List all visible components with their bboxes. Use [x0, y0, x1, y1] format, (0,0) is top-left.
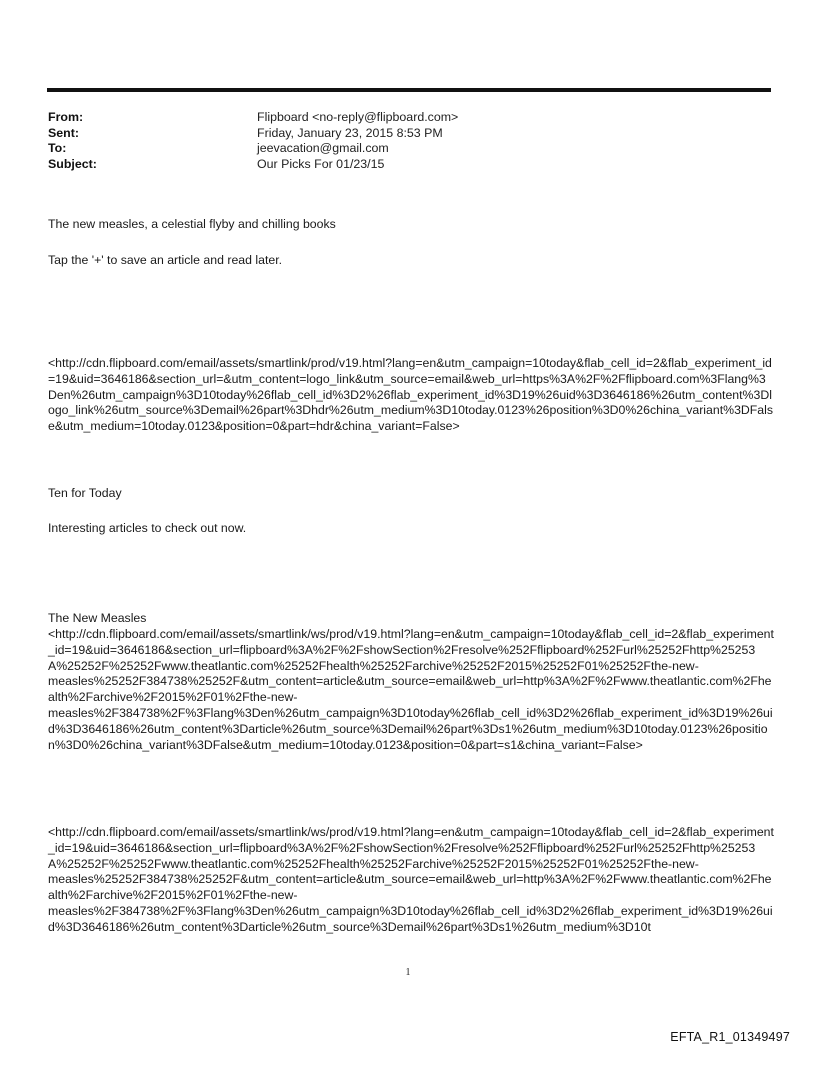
logo-link[interactable]: <http://cdn.flipboard.com/email/assets/smartlink/prod/v19.html?lang=en&utm_campaign=10today&flab_cell_id=2&flab_experiment_id=19&uid=3646186&section_url=&utm_content=logo_link&utm_source=email&web_url=https%3A%2F%2Fflipboard.com%3Flang%3Den%26utm_campaign%3D10today%26flab_cell_id%3D2%26flab_experiment_id%3D19%26uid%3D3646186%26utm_content%3Dlogo_link%26utm_source%3Demail%26part%3Dhdr%26utm_medium%3D10today.0123%26position%3D0%26china_variant%3DFalse&utm_medium=10today.0123&position=0&part=hdr&china_variant=False> — [48, 356, 774, 434]
from-label: From: — [48, 110, 84, 124]
article-link[interactable]: <http://cdn.flipboard.com/email/assets/smartlink/ws/prod/v19.html?lang=en&utm_campaign=10today&flab_cell_id=2&flab_experiment_id=19&uid=3646186&section_url=flipboard%3A%2F%2FshowSection%2Fresolve%252Fflipboard%252Furl%25252Fhttp%25253A%25252F%25252Fwww.theatlantic.com%25252Fhealth%25252Farchive%25252F2015%25252F01%25252Fthe-new- measles%25252F384738%25252F&utm_content=article&utm_source=email&web_url=http%3A%2F%2Fwww.theatlantic.com%2Fhealth%2Farchive%2F2015%2F01%2Fthe-new- measles%2F384738%2F%3Flang%3Den%26utm_campaign%3D10today%26flab_cell_id%3D2%26flab_experiment_id%3D19%26uid%3D3646186%26utm_content%3Darticle%26utm_source%3Demail%26part%3Ds1%26utm_medium%3D10today.0123%26position%3D0%26china_variant%3DFalse&utm_medium=10today.0123&position=0&part=s1&china_variant=False> — [48, 627, 774, 752]
subject-value: Our Picks For 01/23/15 — [257, 156, 385, 171]
to-value: jeevacation@gmail.com — [257, 141, 389, 156]
to-row — [48, 141, 458, 157]
sent-row — [48, 126, 458, 142]
sent-value: Friday, January 23, 2015 8:53 PM — [257, 125, 443, 140]
page-number: 1 — [405, 967, 411, 978]
email-headline: The new measles, a celestial flyby and chilling books — [48, 217, 336, 231]
article-link-repeat[interactable]: <http://cdn.flipboard.com/email/assets/smartlink/ws/prod/v19.html?lang=en&utm_campaign=10today&flab_cell_id=2&flab_experiment_id=19&uid=3646186&section_url=flipboard%3A%2F%2FshowSection%2Fresolve%252Fflipboard%252Furl%25252Fhttp%25253A%25252F%25252Fwww.theatlantic.com%25252Fhealth%25252Farchive%25252F2015%25252F01%25252Fthe-new- measles%25252F384738%25252F&utm_content=article&utm_source=email&web_url=http%3A%2F%2Fwww.theatlantic.com%2Fhealth%2Farchive%2F2015%2F01%2Fthe-new- measles%2F384738%2F%3Flang%3Den%26utm_campaign%3D10today%26flab_cell_id%3D2%26flab_experiment_id%3D19%26uid%3D3646186%26utm_content%3Darticle%26utm_source%3Demail%26part%3Ds1%26utm_medium%3D10t — [48, 825, 774, 934]
section-subtitle: Interesting articles to check out now. — [48, 521, 247, 535]
header-rule — [47, 88, 771, 92]
document-id: EFTA_R1_01349497 — [670, 1030, 790, 1044]
to-label: To: — [48, 141, 67, 156]
subject-row — [48, 157, 458, 173]
from-row — [48, 110, 458, 126]
section-title: Ten for Today — [48, 486, 122, 500]
subject-label: Subject: — [48, 156, 97, 171]
email-instruction: Tap the '+' to save an article and read later. — [48, 253, 283, 267]
from-value: Flipboard <no-reply@flipboard.com> — [257, 110, 459, 124]
sent-label: Sent: — [48, 125, 79, 140]
email-header — [48, 110, 458, 172]
article-title: The New Measles — [48, 611, 147, 625]
